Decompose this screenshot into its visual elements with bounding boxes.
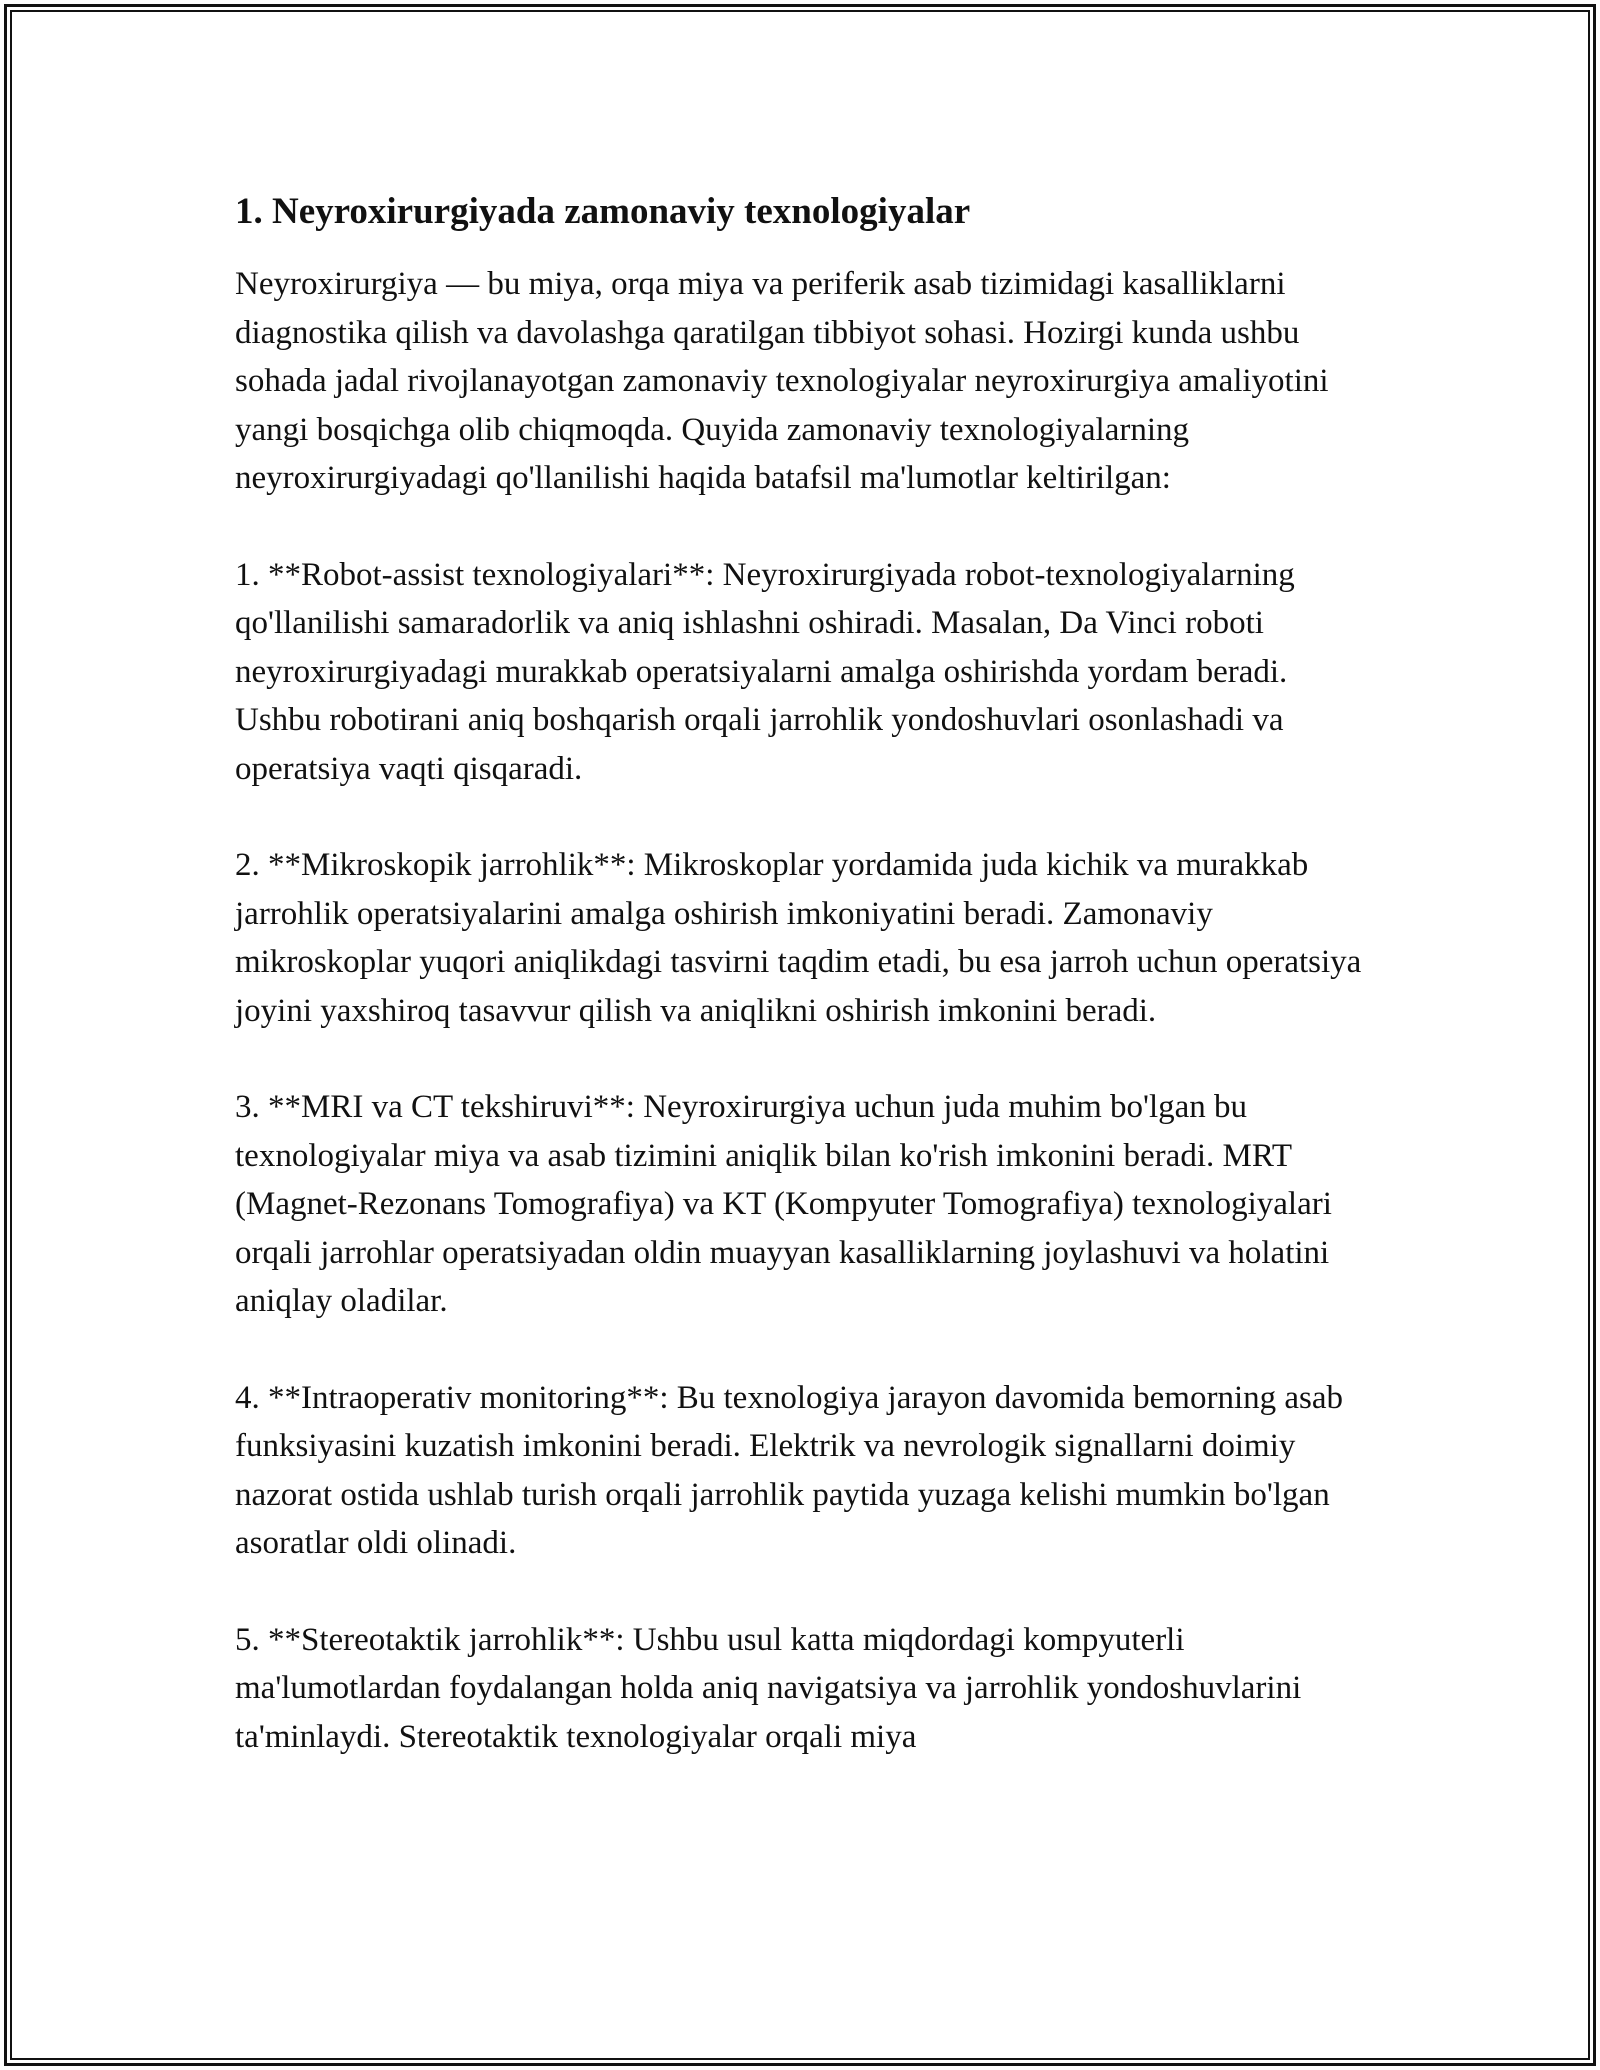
intro-paragraph: Neyroxirurgiya — bu miya, orqa miya va periferik asab tizimidagi kasalliklarni diagnostika qilish va davolashga qaratilgan tibbiyot sohasi. Hozirgi kunda ushbu sohada jadal rivojlanayotgan zamonaviy texnologiyalar neyroxirurgiya amaliyotini yangi bosqichga olib chiqmoqda. Quyida zamonaviy texnologiyalarning neyroxirurgiyadagi qo'llanilishi haqida batafsil ma'lumotlar keltirilgan: [235,266,1329,496]
paragraph-intraoperative-monitoring: 4. **Intraoperativ monitoring**: Bu texnologiya jarayon davomida bemorning asab funksiyasini kuzatish imkonini beradi. Elektrik va nevrologik signallarni doimiy nazorat ostida ushlab turish orqali jarrohlik paytida yuzaga kelishi mumkin bo'lgan asoratlar oldi olinadi. [235,1379,1343,1561]
document-page [235,186,1375,1761]
paragraph-robot-assist: 1. **Robot-assist texnologiyalari**: Neyroxirurgiyada robot-texnologiyalarning qo'llanilishi samaradorlik va aniq ishlashni oshiradi. Masalan, Da Vinci roboti neyroxirurgiyadagi murakkab operatsiyalarni amalga oshirishda yordam beradi. Ushbu robotirani aniq boshqarish orqali jarrohlik yondoshuvlari osonlashadi va operatsiya vaqti qisqaradi. [235,556,1295,787]
document-title: 1. Neyroxirurgiyada zamonaviy texnologiyalar [235,191,971,232]
paragraph-mri-ct: 3. **MRI va CT tekshiruvi**: Neyroxirurgiya uchun juda muhim bo'lgan bu texnologiyalar miya va asab tizimini aniqlik bilan ko'rish imkonini beradi. MRT (Magnet-Rezonans Tomografiya) va KT (Kompyuter Tomografiya) texnologiyalari orqali jarrohlar operatsiyadan oldin muayyan kasalliklarning joylashuvi va holatini aniqlay oladilar. [235,1089,1332,1319]
paragraph-stereotactic-surgery: 5. **Stereotaktik jarrohlik**: Ushbu usul katta miqdordagi kompyuterli ma'lumotlardan foydalangan holda aniq navigatsiya va jarrohlik yondoshuvlarini ta'minlaydi. Stereotaktik texnologiyalar orqali miya [235,1621,1302,1755]
paragraph-microscopic-surgery: 2. **Mikroskopik jarrohlik**: Mikroskoplar yordamida juda kichik va murakkab jarrohlik operatsiyalarini amalga oshirish imkoniyatini beradi. Zamonaviy mikroskoplar yuqori aniqlikdagi tasvirni taqdim etadi, bu esa jarroh uchun operatsiya joyini yaxshiroq tasavvur qilish va aniqlikni oshirish imkonini beradi. [235,847,1362,1029]
